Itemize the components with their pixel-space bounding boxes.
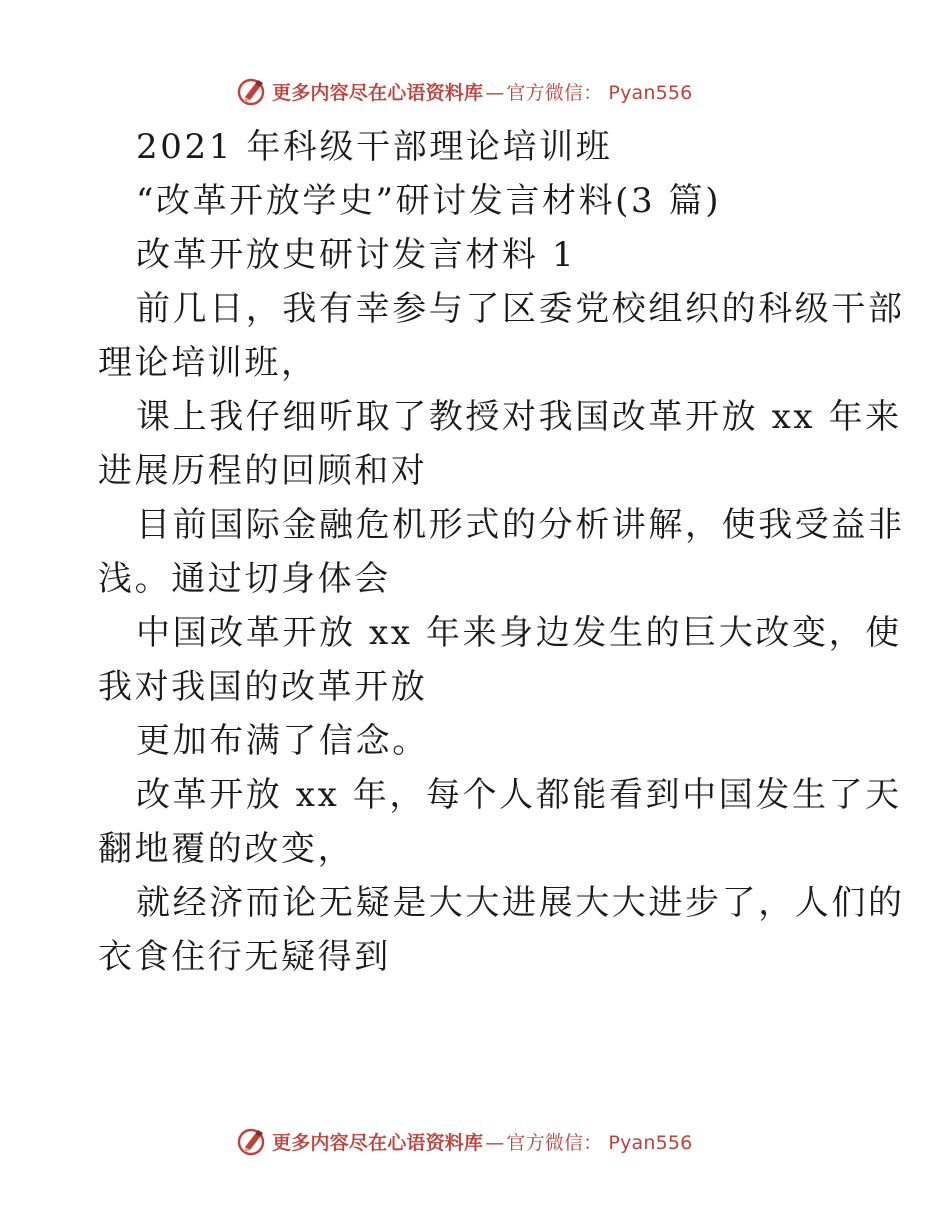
text-line: 前几日，我有幸参与了区委党校组织的科级干部 bbox=[136, 289, 905, 329]
text-line: 目前国际金融危机形式的分析讲解，使我受益非 bbox=[136, 505, 905, 545]
text-line: “改革开放学史”研讨发言材料(3 篇) bbox=[136, 181, 722, 221]
text-line: 改革开放 xx 年，每个人都能看到中国发生了天 bbox=[136, 775, 902, 815]
text-line: 就经济而论无疑是大大进展大大进步了，人们的 bbox=[136, 883, 905, 923]
watermark-id: Pyan556 bbox=[608, 81, 693, 104]
watermark-dash: — bbox=[485, 1131, 505, 1154]
text-line: 进展历程的回顾和对 bbox=[98, 451, 428, 491]
text-line: 翻地覆的改变， bbox=[98, 829, 355, 869]
text-line: 2021 年科级干部理论培训班 bbox=[136, 127, 613, 167]
watermark-label: 官方微信： bbox=[506, 1131, 603, 1154]
watermark-main: 更多内容尽在心语资料库 bbox=[272, 81, 484, 104]
text-line: 课上我仔细听取了教授对我国改革开放 xx 年来 bbox=[136, 397, 902, 437]
document-body bbox=[98, 124, 905, 988]
pen-logo-icon bbox=[236, 75, 268, 107]
text-line: 浅。通过切身体会 bbox=[98, 559, 391, 599]
pen-logo-icon bbox=[236, 1125, 268, 1157]
watermark-dash: — bbox=[485, 81, 505, 104]
header-watermark bbox=[236, 74, 692, 108]
text-line: 改革开放史研讨发言材料 1 bbox=[136, 235, 577, 275]
text-line: 中国改革开放 xx 年来身边发生的巨大改变，使 bbox=[136, 613, 902, 653]
text-line: 我对我国的改革开放 bbox=[98, 667, 428, 707]
text-line: 衣食住行无疑得到 bbox=[98, 937, 391, 977]
footer-watermark bbox=[236, 1124, 692, 1158]
text-line: 理论培训班， bbox=[98, 343, 318, 383]
watermark-label: 官方微信： bbox=[506, 81, 603, 104]
watermark-main: 更多内容尽在心语资料库 bbox=[272, 1131, 484, 1154]
watermark-text bbox=[272, 1128, 692, 1155]
text-line: 更加布满了信念。 bbox=[136, 721, 429, 761]
watermark-id: Pyan556 bbox=[608, 1131, 693, 1154]
watermark-text bbox=[272, 78, 692, 105]
